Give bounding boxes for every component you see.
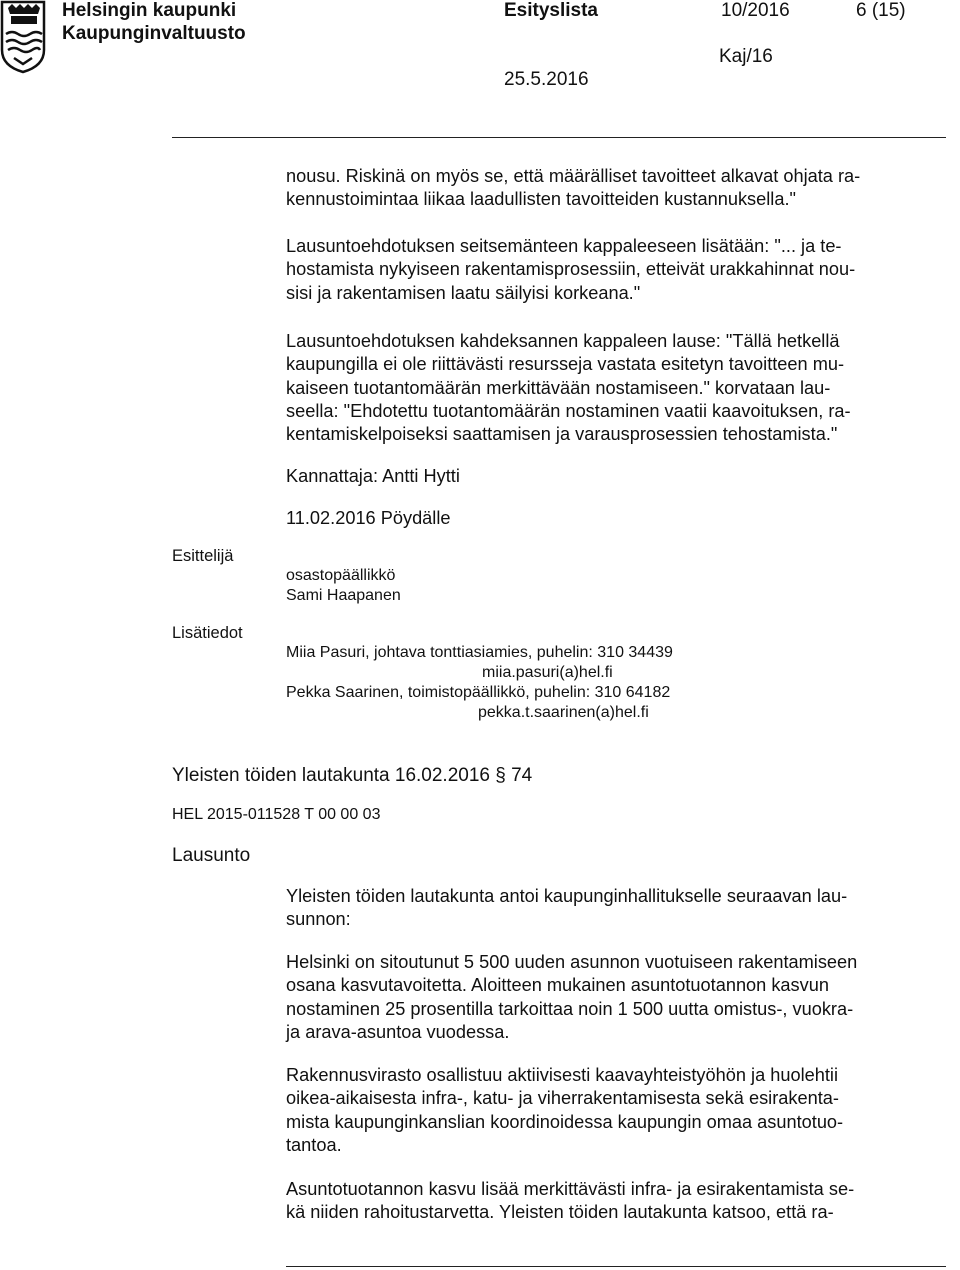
section-paragraph-4 [286,1178,946,1225]
tabled-text: 11.02.2016 Pöydälle [286,508,451,528]
text-line: ja arava-asuntoa vuodessa. [286,1021,510,1042]
text-line: Rakennusvirasto osallistuu aktiivisesti kaavayhteistyöhön ja huolehtii [286,1065,838,1085]
text-line: kentamiskelpoiseksi saattamisen ja varausprosessien tehostamista." [286,424,838,445]
text-line: kennustoimintaa liikaa laadullisten tavoitteiden kustannuksella." [286,189,796,210]
text-line: nousu. Riskinä on myös se, että määrälliset tavoitteet alkavat ohjata ra- [286,166,861,186]
paragraph-3 [286,330,946,446]
text-line: kä niiden rahoitustarvetta. Yleisten töiden lautakunta katsoo, että ra- [286,1202,834,1223]
text-line: Lausuntoehdotuksen kahdeksannen kappaleen lause: "Tällä hetkellä [286,331,840,351]
header-date: 25.5.2016 [504,69,589,90]
header-number: 10/2016 [721,0,790,21]
tabled-note [286,507,946,530]
text-line: osana kasvutavoitetta. Aloitteen mukainen asuntotuotannon kasvun [286,975,829,996]
paragraph-2 [286,235,946,305]
text-line: kaupungilla ei ole riittävästi resursseja vastata esitetyn tavoitteen mu- [286,354,845,375]
email-1[interactable]: miia.pasuri(a)hel.fi [482,664,613,681]
text-line: Helsinki on sitoutunut 5 500 uuden asunnon vuotuiseen rakentamiseen [286,952,858,972]
text-line: seella: "Ehdotettu tuotantomäärän nostaminen vaatii kaavoituksen, ra- [286,400,851,421]
text-line: sisi ja rakentamisen laatu säilyisi korkeana." [286,282,641,303]
email-2[interactable]: pekka.t.saarinen(a)hel.fi [478,704,649,721]
header-doc-type: Esityslista [504,0,598,21]
header-body: Kaupunginvaltuusto [62,23,246,44]
text-line: kaiseen tuotantomäärän merkittävään nostamiseen." korvataan lau- [286,377,831,398]
text-line: mista kaupunginkanslian koordinoidessa kaupungin omaa asuntotuo- [286,1111,844,1132]
footer-rule [286,1266,946,1267]
header-org: Helsingin kaupunki [62,0,237,21]
text-line: Asuntotuotannon kasvu lisää merkittävästi infra- ja esirakentamista se- [286,1179,855,1199]
section-paragraph-2 [286,951,946,1044]
section-title: Yleisten töiden lautakunta 16.02.2016 § 74 [172,765,533,786]
text-line: Lausuntoehdotuksen seitsemänteen kappaleeseen lisätään: "... ja te- [286,236,842,256]
text-line: tantoa. [286,1134,342,1155]
text-line: hostamista nykyiseen rakentamisprosessiin, etteivät urakkahinnat nou- [286,259,856,280]
header-rule [172,137,946,138]
more-info-label: Lisätiedot [172,624,243,642]
section-paragraph-1 [286,885,946,932]
header-item: Kaj/16 [719,46,773,67]
supporter [286,465,946,488]
presenter-label: Esittelijä [172,547,234,565]
supporter-text: Kannattaja: Antti Hytti [286,466,460,486]
text-line: Yleisten töiden lautakunta antoi kaupunginhallitukselle seuraavan lau- [286,886,848,906]
text-line: oikea-aikaisesta infra-, katu- ja viherrakentamisesta sekä esirakenta- [286,1088,839,1109]
contact-2: Pekka Saarinen, toimistopäällikkö, puhelin: 310 64182 [286,684,671,701]
paragraph-1 [286,165,946,212]
section-label: Lausunto [172,845,251,866]
presenter-title: osastopäällikkö [286,567,396,584]
section-paragraph-3 [286,1064,946,1157]
section-ref: HEL 2015-011528 T 00 00 03 [172,806,381,823]
contact-1: Miia Pasuri, johtava tonttiasiamies, puhelin: 310 34439 [286,644,673,661]
helsinki-coat-of-arms-icon [0,0,46,74]
text-line: nostaminen 25 prosentilla tarkoittaa noin 1 500 uutta omistus-, vuokra- [286,998,854,1019]
presenter-name: Sami Haapanen [286,587,401,604]
header-page: 6 (15) [856,0,906,21]
text-line: sunnon: [286,909,351,930]
